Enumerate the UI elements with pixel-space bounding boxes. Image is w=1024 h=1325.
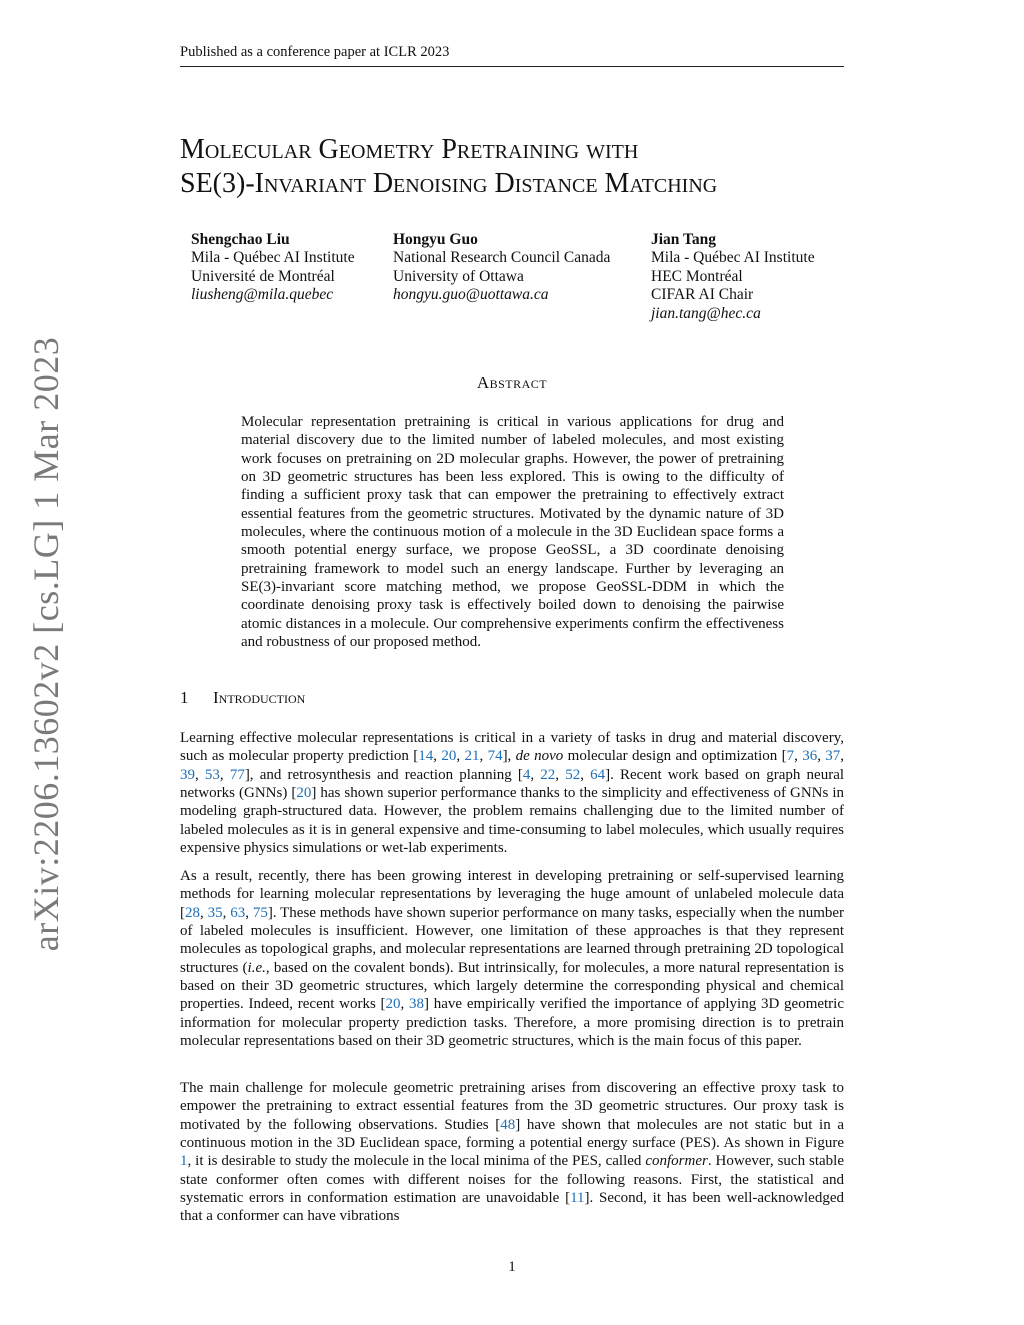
author-affiliation: National Research Council Canada bbox=[393, 249, 611, 267]
section-heading-introduction bbox=[180, 688, 305, 708]
author-affiliation: University of Ottawa bbox=[393, 267, 524, 285]
abstract-body: Molecular representation pretraining is critical in various applications for drug and material discovery due to the limited number of labeled molecules, and most existing work focuses on pretraining on 2D molecular graphs. However, the power of pretraining on 3D geometric structures has been less explored. This is owing to the difficulty of finding a sufficient proxy task that can empower the pretraining to effectively extract essential features from the geometric structures. Motivated by the dynamic nature of 3D molecules, where the continuous motion of a molecule in the 3D Euclidean space forms a smooth potential energy surface, we propose GeoSSL, a 3D coordinate denoising pretraining framework to model such an energy landscape. Further by leveraging an SE(3)-invariant score matching method, we propose GeoSSL-DDM in which the coordinate denoising proxy task is effectively boiled down to denoising the pairwise atomic distances in a molecule. Our comprehensive experiments confirm the effectiveness and robustness of our proposed method. bbox=[241, 414, 784, 651]
citation-link[interactable]: 28 bbox=[185, 904, 200, 921]
citation-link[interactable]: 7 bbox=[786, 748, 795, 765]
citation-link[interactable]: 53 bbox=[204, 766, 220, 783]
citation-link[interactable]: 36 bbox=[802, 748, 818, 765]
author-affiliation: Mila - Québec AI Institute bbox=[191, 249, 355, 267]
citation-link[interactable]: 4 bbox=[522, 766, 531, 783]
paper-title bbox=[180, 133, 880, 201]
citation-link[interactable]: 75 bbox=[252, 904, 268, 921]
citation-link[interactable]: 20 bbox=[441, 748, 457, 765]
arxiv-stamp-text: arXiv:2206.13602v2 [cs.LG] 1 Mar 2023 bbox=[26, 336, 66, 952]
author-name: Hongyu Guo bbox=[393, 231, 478, 248]
author-block-tang bbox=[651, 231, 815, 323]
author-email: hongyu.guo@uottawa.ca bbox=[393, 286, 549, 304]
citation-link[interactable]: 20 bbox=[296, 785, 312, 802]
citation-link[interactable]: 20 bbox=[385, 996, 401, 1013]
author-affiliation: HEC Montréal bbox=[651, 267, 743, 285]
author-block-guo bbox=[393, 231, 610, 305]
header-rule bbox=[180, 66, 844, 67]
citation-link[interactable]: 37 bbox=[825, 748, 841, 765]
citation-link[interactable]: 38 bbox=[409, 996, 425, 1013]
citation-link[interactable]: 35 bbox=[207, 904, 223, 921]
citation-link[interactable]: 64 bbox=[590, 766, 606, 783]
citation-link[interactable]: 11 bbox=[570, 1190, 585, 1207]
author-email: liusheng@mila.quebec bbox=[191, 286, 334, 304]
figure-reference-link[interactable]: 1 bbox=[180, 1153, 188, 1170]
section-number: 1 bbox=[180, 688, 189, 707]
citation-link[interactable]: 77 bbox=[229, 766, 245, 783]
intro-paragraph-3: The main challenge for molecule geometric pretraining arises from discovering an effective proxy task to empower the pretraining to extract essential features from the 3D geometric structures. Our proxy task is motivated by the following observations. Studies [48] have shown that molecules are not static but in a continuous motion in the 3D Euclidean space, forming a potential energy surface (PES). As shown in Figure 1, it is desirable to study the molecule in the local minima of the PES, called conformer. However, such stable state conformer often comes with different noises for the following reasons. First, the statistical and systematic errors in conformation estimation are unavoidable [11]. Second, it has been well-acknowledged that a conformer can have vibrations bbox=[180, 1080, 845, 1225]
title-line-2: SE(3)-Invariant Denoising Distance Matching bbox=[180, 168, 718, 199]
author-name: Jian Tang bbox=[651, 231, 717, 248]
author-block-liu bbox=[191, 231, 355, 305]
author-name: Shengchao Liu bbox=[191, 231, 290, 248]
citation-link[interactable]: 74 bbox=[487, 748, 503, 765]
citation-link[interactable]: 22 bbox=[540, 766, 556, 783]
author-affiliation: CIFAR AI Chair bbox=[651, 286, 754, 304]
citation-link[interactable]: 39 bbox=[180, 766, 195, 783]
abstract-heading: Abstract bbox=[476, 373, 548, 392]
citation-link[interactable]: 63 bbox=[230, 904, 246, 921]
citation-link[interactable]: 21 bbox=[464, 748, 480, 765]
citation-link[interactable]: 48 bbox=[500, 1116, 516, 1133]
running-header: Published as a conference paper at ICLR 2023 bbox=[180, 44, 450, 60]
section-title: Introduction bbox=[213, 688, 306, 707]
title-line-1: Molecular Geometry Pretraining with bbox=[180, 134, 639, 165]
author-email: jian.tang@hec.ca bbox=[651, 304, 761, 322]
author-affiliation: Mila - Québec AI Institute bbox=[651, 249, 815, 267]
author-affiliation: Université de Montréal bbox=[191, 267, 335, 285]
page-number: 1 bbox=[508, 1259, 516, 1275]
intro-paragraph-1: Learning effective molecular representations is critical in a variety of tasks in drug and material discovery, such as molecular property prediction [14, 20, 21, 74], de novo molecular design and optimization [7, 36, 37, 39, 53, 77], and retrosynthesis and reaction planning [4, 22, 52, 64]. Recent work based on graph neural networks (GNNs) [20] has shown superior performance thanks to the simplicity and effectiveness of GNNs in modeling graph-structured data. However, the problem remains challenging due to the limited number of labeled molecules as it is in general expensive and time-consuming to label molecules, which usually requires expensive physics simulations or wet-lab experiments. bbox=[180, 730, 845, 857]
intro-paragraph-2: As a result, recently, there has been growing interest in developing pretraining or self-supervised learning methods for learning molecular representations by leveraging the huge amount of unlabeled molecule data [28, 35, 63, 75]. These methods have shown superior performance on many tasks, especially when the number of labeled molecules is insufficient. However, one limitation of these approaches is that they represent molecules as topological graphs, and molecular representations are learned through pretraining 2D topological structures (i.e., based on the covalent bonds). But intrinsically, for molecules, a more natural representation is based on their 3D geometric structures, which largely determine the corresponding physical and chemical properties. Indeed, recent works [20, 38] have empirically verified the importance of applying 3D geometric information for molecular property prediction tasks. Therefore, a more promising direction is to pretrain molecular representations based on their 3D geometric structures, which is the main focus of this paper. bbox=[180, 868, 845, 1050]
citation-link[interactable]: 52 bbox=[565, 766, 581, 783]
citation-link[interactable]: 14 bbox=[418, 748, 434, 765]
